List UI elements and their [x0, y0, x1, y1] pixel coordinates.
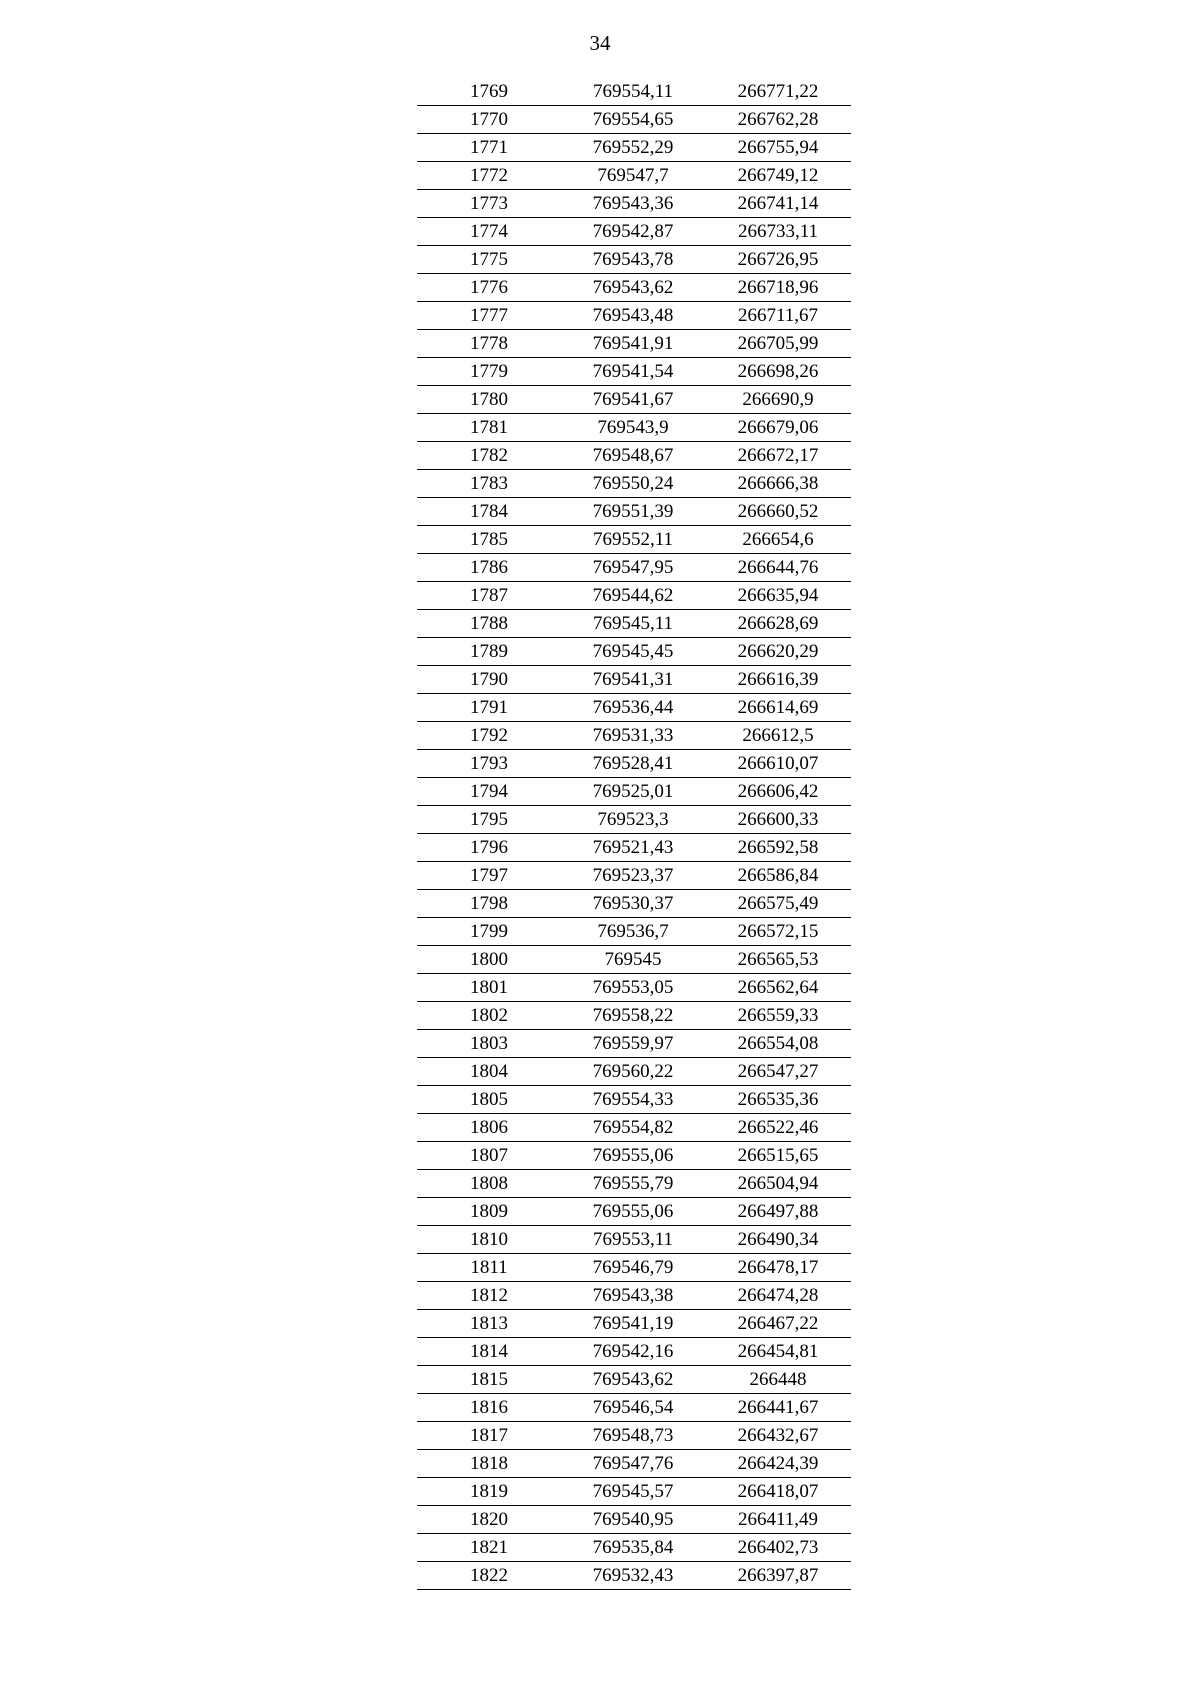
table-row: [417, 1310, 851, 1338]
point-number-cell: 1798: [417, 890, 561, 918]
x-coordinate-cell: 769550,24: [561, 470, 705, 498]
x-coordinate-cell: 769555,79: [561, 1170, 705, 1198]
x-coordinate-cell: 769555,06: [561, 1198, 705, 1226]
x-coordinate-cell: 769555,06: [561, 1142, 705, 1170]
table-row: [417, 638, 851, 666]
point-number-cell: 1817: [417, 1422, 561, 1450]
y-coordinate-cell: 266554,08: [705, 1030, 851, 1058]
y-coordinate-cell: 266612,5: [705, 722, 851, 750]
y-coordinate-cell: 266749,12: [705, 162, 851, 190]
table-row: [417, 974, 851, 1002]
y-coordinate-cell: 266497,88: [705, 1198, 851, 1226]
x-coordinate-cell: 769541,19: [561, 1310, 705, 1338]
point-number-cell: 1812: [417, 1282, 561, 1310]
table-row: [417, 1170, 851, 1198]
y-coordinate-cell: 266402,73: [705, 1534, 851, 1562]
x-coordinate-cell: 769558,22: [561, 1002, 705, 1030]
y-coordinate-cell: 266679,06: [705, 414, 851, 442]
point-number-cell: 1789: [417, 638, 561, 666]
table-row: [417, 190, 851, 218]
coordinates-table-body: [417, 78, 851, 1590]
table-row: [417, 778, 851, 806]
point-number-cell: 1796: [417, 834, 561, 862]
x-coordinate-cell: 769542,87: [561, 218, 705, 246]
coordinates-table: [417, 78, 851, 1590]
point-number-cell: 1784: [417, 498, 561, 526]
point-number-cell: 1808: [417, 1170, 561, 1198]
point-number-cell: 1813: [417, 1310, 561, 1338]
y-coordinate-cell: 266562,64: [705, 974, 851, 1002]
point-number-cell: 1788: [417, 610, 561, 638]
table-row: [417, 890, 851, 918]
y-coordinate-cell: 266397,87: [705, 1562, 851, 1590]
point-number-cell: 1806: [417, 1114, 561, 1142]
x-coordinate-cell: 769551,39: [561, 498, 705, 526]
table-row: [417, 1394, 851, 1422]
x-coordinate-cell: 769544,62: [561, 582, 705, 610]
x-coordinate-cell: 769554,11: [561, 78, 705, 106]
x-coordinate-cell: 769532,43: [561, 1562, 705, 1590]
x-coordinate-cell: 769548,73: [561, 1422, 705, 1450]
table-row: [417, 1534, 851, 1562]
table-row: [417, 442, 851, 470]
x-coordinate-cell: 769559,97: [561, 1030, 705, 1058]
x-coordinate-cell: 769545,57: [561, 1478, 705, 1506]
table-row: [417, 414, 851, 442]
y-coordinate-cell: 266547,27: [705, 1058, 851, 1086]
point-number-cell: 1777: [417, 302, 561, 330]
point-number-cell: 1780: [417, 386, 561, 414]
table-row: [417, 750, 851, 778]
y-coordinate-cell: 266614,69: [705, 694, 851, 722]
table-row: [417, 162, 851, 190]
y-coordinate-cell: 266454,81: [705, 1338, 851, 1366]
table-row: [417, 1002, 851, 1030]
point-number-cell: 1787: [417, 582, 561, 610]
y-coordinate-cell: 266424,39: [705, 1450, 851, 1478]
point-number-cell: 1776: [417, 274, 561, 302]
table-row: [417, 1226, 851, 1254]
point-number-cell: 1778: [417, 330, 561, 358]
y-coordinate-cell: 266478,17: [705, 1254, 851, 1282]
y-coordinate-cell: 266616,39: [705, 666, 851, 694]
x-coordinate-cell: 769543,62: [561, 1366, 705, 1394]
x-coordinate-cell: 769546,79: [561, 1254, 705, 1282]
y-coordinate-cell: 266762,28: [705, 106, 851, 134]
y-coordinate-cell: 266660,52: [705, 498, 851, 526]
point-number-cell: 1801: [417, 974, 561, 1002]
y-coordinate-cell: 266572,15: [705, 918, 851, 946]
x-coordinate-cell: 769552,29: [561, 134, 705, 162]
table-row: [417, 806, 851, 834]
table-row: [417, 722, 851, 750]
x-coordinate-cell: 769531,33: [561, 722, 705, 750]
point-number-cell: 1807: [417, 1142, 561, 1170]
point-number-cell: 1779: [417, 358, 561, 386]
point-number-cell: 1795: [417, 806, 561, 834]
x-coordinate-cell: 769554,65: [561, 106, 705, 134]
y-coordinate-cell: 266698,26: [705, 358, 851, 386]
y-coordinate-cell: 266672,17: [705, 442, 851, 470]
page-number: 34: [589, 31, 611, 55]
y-coordinate-cell: 266705,99: [705, 330, 851, 358]
table-row: [417, 526, 851, 554]
x-coordinate-cell: 769536,7: [561, 918, 705, 946]
table-row: [417, 1114, 851, 1142]
table-row: [417, 554, 851, 582]
table-row: [417, 666, 851, 694]
y-coordinate-cell: 266592,58: [705, 834, 851, 862]
y-coordinate-cell: 266441,67: [705, 1394, 851, 1422]
x-coordinate-cell: 769554,33: [561, 1086, 705, 1114]
y-coordinate-cell: 266606,42: [705, 778, 851, 806]
table-row: [417, 1450, 851, 1478]
y-coordinate-cell: 266771,22: [705, 78, 851, 106]
y-coordinate-cell: 266741,14: [705, 190, 851, 218]
point-number-cell: 1775: [417, 246, 561, 274]
point-number-cell: 1811: [417, 1254, 561, 1282]
x-coordinate-cell: 769547,76: [561, 1450, 705, 1478]
y-coordinate-cell: 266515,65: [705, 1142, 851, 1170]
table-row: [417, 834, 851, 862]
y-coordinate-cell: 266718,96: [705, 274, 851, 302]
point-number-cell: 1773: [417, 190, 561, 218]
table-row: [417, 1506, 851, 1534]
x-coordinate-cell: 769545: [561, 946, 705, 974]
point-number-cell: 1816: [417, 1394, 561, 1422]
x-coordinate-cell: 769543,36: [561, 190, 705, 218]
table-row: [417, 918, 851, 946]
y-coordinate-cell: 266733,11: [705, 218, 851, 246]
table-row: [417, 498, 851, 526]
x-coordinate-cell: 769535,84: [561, 1534, 705, 1562]
point-number-cell: 1793: [417, 750, 561, 778]
x-coordinate-cell: 769543,62: [561, 274, 705, 302]
point-number-cell: 1822: [417, 1562, 561, 1590]
x-coordinate-cell: 769552,11: [561, 526, 705, 554]
y-coordinate-cell: 266654,6: [705, 526, 851, 554]
x-coordinate-cell: 769540,95: [561, 1506, 705, 1534]
point-number-cell: 1800: [417, 946, 561, 974]
y-coordinate-cell: 266411,49: [705, 1506, 851, 1534]
table-row: [417, 610, 851, 638]
x-coordinate-cell: 769541,54: [561, 358, 705, 386]
x-coordinate-cell: 769525,01: [561, 778, 705, 806]
point-number-cell: 1769: [417, 78, 561, 106]
table-row: [417, 274, 851, 302]
point-number-cell: 1819: [417, 1478, 561, 1506]
y-coordinate-cell: 266575,49: [705, 890, 851, 918]
table-row: [417, 134, 851, 162]
y-coordinate-cell: 266690,9: [705, 386, 851, 414]
y-coordinate-cell: 266628,69: [705, 610, 851, 638]
point-number-cell: 1770: [417, 106, 561, 134]
point-number-cell: 1791: [417, 694, 561, 722]
y-coordinate-cell: 266432,67: [705, 1422, 851, 1450]
table-row: [417, 1282, 851, 1310]
point-number-cell: 1772: [417, 162, 561, 190]
table-row: [417, 1422, 851, 1450]
y-coordinate-cell: 266448: [705, 1366, 851, 1394]
table-row: [417, 358, 851, 386]
point-number-cell: 1805: [417, 1086, 561, 1114]
table-row: [417, 78, 851, 106]
x-coordinate-cell: 769553,11: [561, 1226, 705, 1254]
y-coordinate-cell: 266467,22: [705, 1310, 851, 1338]
y-coordinate-cell: 266586,84: [705, 862, 851, 890]
point-number-cell: 1802: [417, 1002, 561, 1030]
y-coordinate-cell: 266635,94: [705, 582, 851, 610]
point-number-cell: 1803: [417, 1030, 561, 1058]
point-number-cell: 1782: [417, 442, 561, 470]
table-row: [417, 1086, 851, 1114]
point-number-cell: 1809: [417, 1198, 561, 1226]
y-coordinate-cell: 266600,33: [705, 806, 851, 834]
y-coordinate-cell: 266620,29: [705, 638, 851, 666]
x-coordinate-cell: 769543,48: [561, 302, 705, 330]
x-coordinate-cell: 769553,05: [561, 974, 705, 1002]
table-row: [417, 694, 851, 722]
x-coordinate-cell: 769523,37: [561, 862, 705, 890]
x-coordinate-cell: 769545,45: [561, 638, 705, 666]
x-coordinate-cell: 769541,67: [561, 386, 705, 414]
x-coordinate-cell: 769523,3: [561, 806, 705, 834]
table-row: [417, 470, 851, 498]
point-number-cell: 1820: [417, 1506, 561, 1534]
y-coordinate-cell: 266644,76: [705, 554, 851, 582]
x-coordinate-cell: 769542,16: [561, 1338, 705, 1366]
table-row: [417, 946, 851, 974]
point-number-cell: 1790: [417, 666, 561, 694]
table-row: [417, 862, 851, 890]
table-row: [417, 1562, 851, 1590]
table-row: [417, 1338, 851, 1366]
x-coordinate-cell: 769530,37: [561, 890, 705, 918]
point-number-cell: 1783: [417, 470, 561, 498]
point-number-cell: 1797: [417, 862, 561, 890]
x-coordinate-cell: 769554,82: [561, 1114, 705, 1142]
table-row: [417, 1254, 851, 1282]
x-coordinate-cell: 769547,95: [561, 554, 705, 582]
x-coordinate-cell: 769545,11: [561, 610, 705, 638]
table-row: [417, 1142, 851, 1170]
y-coordinate-cell: 266755,94: [705, 134, 851, 162]
table-row: [417, 330, 851, 358]
x-coordinate-cell: 769521,43: [561, 834, 705, 862]
y-coordinate-cell: 266504,94: [705, 1170, 851, 1198]
point-number-cell: 1799: [417, 918, 561, 946]
x-coordinate-cell: 769548,67: [561, 442, 705, 470]
y-coordinate-cell: 266726,95: [705, 246, 851, 274]
y-coordinate-cell: 266666,38: [705, 470, 851, 498]
table-row: [417, 1366, 851, 1394]
x-coordinate-cell: 769528,41: [561, 750, 705, 778]
point-number-cell: 1821: [417, 1534, 561, 1562]
y-coordinate-cell: 266565,53: [705, 946, 851, 974]
y-coordinate-cell: 266535,36: [705, 1086, 851, 1114]
x-coordinate-cell: 769543,9: [561, 414, 705, 442]
point-number-cell: 1785: [417, 526, 561, 554]
table-row: [417, 386, 851, 414]
y-coordinate-cell: 266711,67: [705, 302, 851, 330]
table-row: [417, 246, 851, 274]
x-coordinate-cell: 769547,7: [561, 162, 705, 190]
x-coordinate-cell: 769541,31: [561, 666, 705, 694]
point-number-cell: 1771: [417, 134, 561, 162]
y-coordinate-cell: 266559,33: [705, 1002, 851, 1030]
table-row: [417, 1030, 851, 1058]
y-coordinate-cell: 266418,07: [705, 1478, 851, 1506]
x-coordinate-cell: 769546,54: [561, 1394, 705, 1422]
point-number-cell: 1818: [417, 1450, 561, 1478]
table-row: [417, 1478, 851, 1506]
point-number-cell: 1786: [417, 554, 561, 582]
point-number-cell: 1814: [417, 1338, 561, 1366]
table-row: [417, 218, 851, 246]
x-coordinate-cell: 769536,44: [561, 694, 705, 722]
table-row: [417, 1198, 851, 1226]
x-coordinate-cell: 769543,78: [561, 246, 705, 274]
point-number-cell: 1815: [417, 1366, 561, 1394]
point-number-cell: 1774: [417, 218, 561, 246]
table-row: [417, 302, 851, 330]
point-number-cell: 1794: [417, 778, 561, 806]
y-coordinate-cell: 266474,28: [705, 1282, 851, 1310]
y-coordinate-cell: 266490,34: [705, 1226, 851, 1254]
point-number-cell: 1781: [417, 414, 561, 442]
point-number-cell: 1804: [417, 1058, 561, 1086]
y-coordinate-cell: 266522,46: [705, 1114, 851, 1142]
table-row: [417, 1058, 851, 1086]
x-coordinate-cell: 769560,22: [561, 1058, 705, 1086]
y-coordinate-cell: 266610,07: [705, 750, 851, 778]
x-coordinate-cell: 769543,38: [561, 1282, 705, 1310]
table-row: [417, 582, 851, 610]
point-number-cell: 1792: [417, 722, 561, 750]
point-number-cell: 1810: [417, 1226, 561, 1254]
table-row: [417, 106, 851, 134]
x-coordinate-cell: 769541,91: [561, 330, 705, 358]
